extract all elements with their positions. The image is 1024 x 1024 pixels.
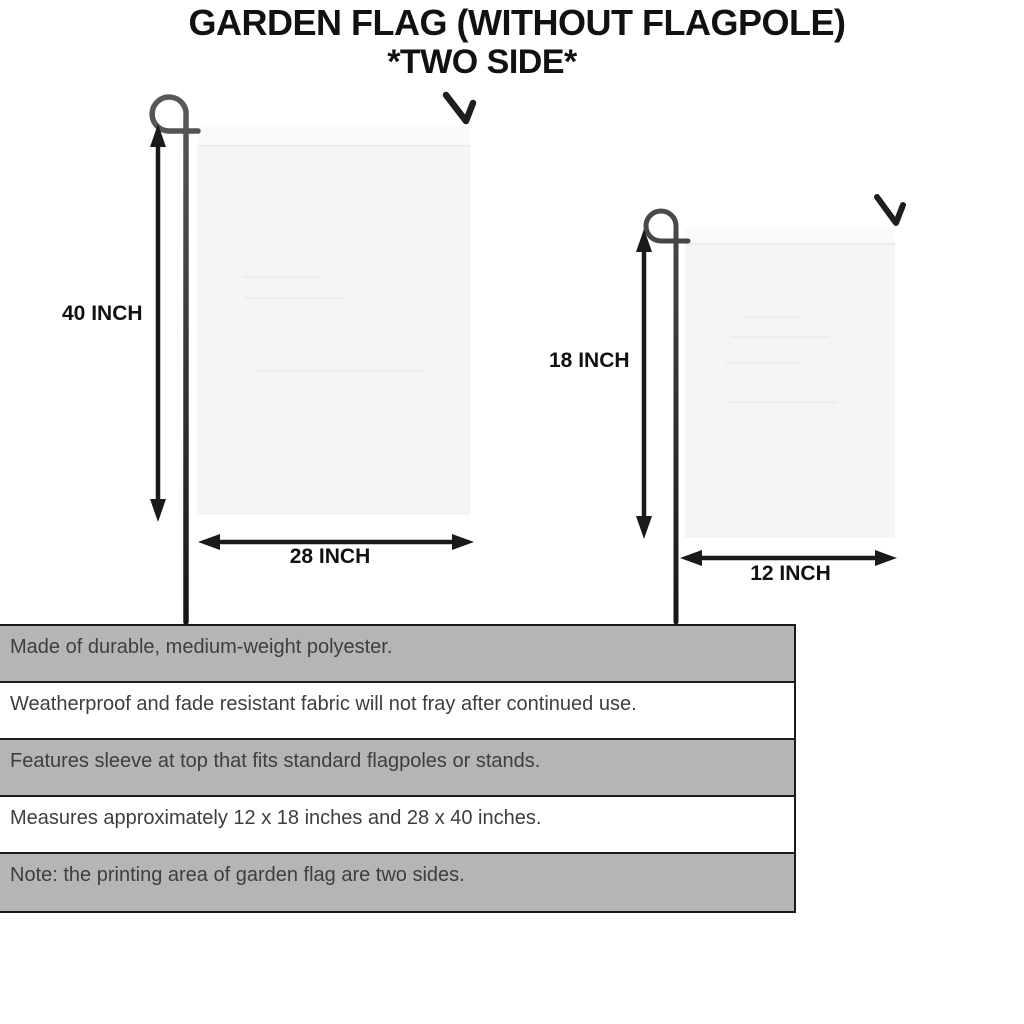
small-flag-height-arrow (636, 229, 652, 539)
feature-row (0, 797, 794, 854)
small-flag-hook-icon (877, 197, 903, 223)
small-flag-height-label: 18 INCH (549, 349, 630, 372)
small-flag-diagram (636, 197, 903, 622)
feature-row (0, 740, 794, 797)
large-flag-height-label: 40 INCH (62, 302, 143, 325)
large-flag-hook-icon (446, 95, 473, 121)
feature-row (0, 683, 794, 740)
feature-text: Measures approximately 12 x 18 inches and 28 x 40 inches. (10, 807, 542, 829)
feature-row (0, 626, 794, 683)
large-flag-diagram (150, 95, 474, 622)
feature-text: Made of durable, medium-weight polyester. (10, 636, 393, 658)
small-flag-width-label: 12 INCH (750, 562, 831, 585)
small-flag-fabric (685, 227, 895, 538)
page-subtitle: *TWO SIDE* (387, 43, 577, 81)
page-title: GARDEN FLAG (WITHOUT FLAGPOLE) (188, 2, 846, 43)
feature-text: Weatherproof and fade resistant fabric will not fray after continued use. (10, 693, 637, 715)
feature-text: Note: the printing area of garden flag are two sides. (10, 864, 465, 886)
feature-text: Features sleeve at top that fits standard flagpoles or stands. (10, 750, 541, 772)
small-flag-sleeve (685, 227, 895, 242)
feature-table (0, 624, 796, 913)
large-flag-sleeve (197, 127, 470, 145)
large-flag-height-arrow (150, 124, 166, 522)
large-flag-width-label: 28 INCH (289, 545, 371, 568)
feature-row (0, 854, 794, 911)
small-flagpole (646, 211, 688, 622)
large-flag-fabric (197, 127, 470, 515)
